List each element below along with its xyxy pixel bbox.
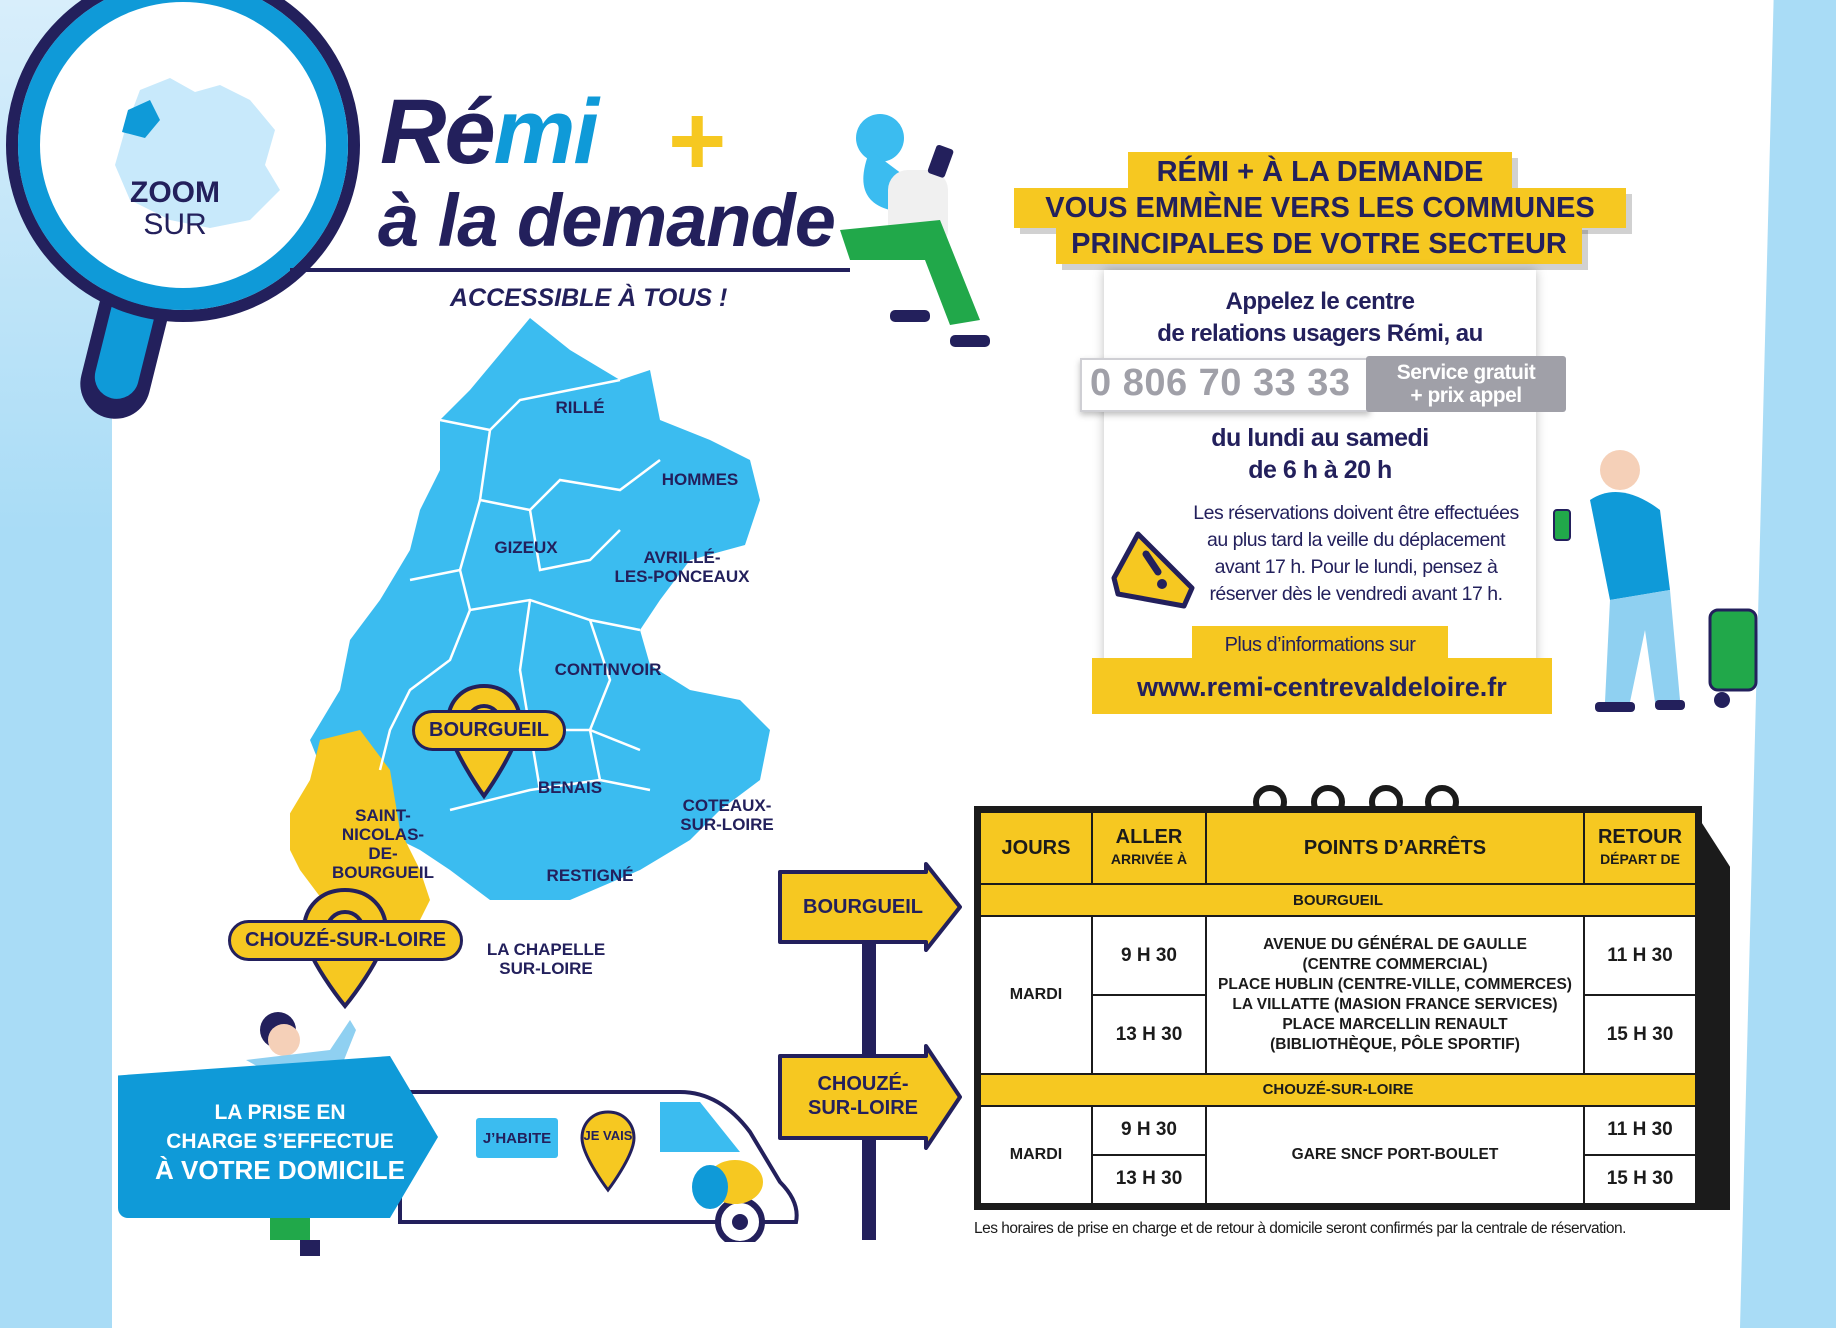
- town-gizeux: GIZEUX: [494, 538, 558, 557]
- retour-chouze-2: 15 H 30: [1584, 1155, 1696, 1204]
- zoom-subtitle: SUR: [143, 208, 207, 241]
- header-jours: JOURS: [980, 812, 1092, 884]
- aller-bourgueil-1: 9 H 30: [1092, 916, 1206, 995]
- reservation-text: [1186, 500, 1526, 608]
- pickup-banner-text: [130, 1098, 430, 1185]
- header-points: POINTS D’ARRÊTS: [1206, 812, 1584, 884]
- town-continvoir: CONTINVOIR: [554, 660, 662, 679]
- stop-line: (BIBLIOTHÈQUE, PÔLE SPORTIF): [1270, 1036, 1520, 1054]
- phone-tag: [1366, 356, 1566, 412]
- sign-bourgueil: BOURGUEIL: [803, 896, 923, 918]
- schedule-note: Les horaires de prise en charge et de retour à domicile seront confirmés par la centrale de réservation.: [974, 1220, 1626, 1237]
- stops-chouze: GARE SNCF PORT-BOULET: [1206, 1106, 1584, 1204]
- brand-underline: [290, 268, 850, 272]
- table-shadow: [1700, 820, 1730, 1210]
- website-link[interactable]: www.remi-centrevaldeloire.fr: [1137, 672, 1507, 702]
- brand-remi-b: mi: [493, 81, 597, 183]
- sign-chouze: [788, 1072, 938, 1120]
- town-restigne: RESTIGNÉ: [546, 866, 634, 885]
- stop-line: PLACE HUBLIN (CENTRE-VILLE, COMMERCES): [1218, 976, 1572, 994]
- town-coteaux: COTEAUX- SUR-LOIRE: [680, 796, 774, 834]
- call-line-1: Appelez le centre: [1225, 288, 1415, 315]
- brand-subtitle: à la demande: [378, 179, 835, 262]
- header-retour-label: RETOUR: [1597, 826, 1683, 849]
- resa-line-4: réserver dès le vendredi avant 17 h.: [1209, 583, 1503, 605]
- banner-line-3: À VOTRE DOMICILE: [155, 1155, 405, 1185]
- sign-chouze-line-2: SUR-LOIRE: [808, 1097, 918, 1119]
- stop-line: PLACE MARCELLIN RENAULT: [1282, 1016, 1508, 1034]
- phone-tag-line-1: Service gratuit: [1396, 361, 1536, 384]
- header-line-3: PRINCIPALES DE VOTRE SECTEUR: [1056, 224, 1582, 264]
- brand-plus: +: [668, 85, 727, 197]
- header-line-2: VOUS EMMÈNE VERS LES COMMUNES: [1014, 188, 1626, 228]
- day-bourgueil: MARDI: [980, 916, 1092, 1074]
- stop-line: (CENTRE COMMERCIAL): [1302, 956, 1488, 974]
- brand-remi: [380, 80, 597, 185]
- aller-chouze-2: 13 H 30: [1092, 1155, 1206, 1204]
- resa-line-3: avant 17 h. Pour le lundi, pensez à: [1214, 556, 1498, 578]
- resa-line-1: Les réservations doivent être effectuées: [1193, 502, 1519, 524]
- town-saint-nicolas: SAINT- NICOLAS- DE-BOURGUEIL: [332, 806, 434, 882]
- aller-bourgueil-2: 13 H 30: [1092, 995, 1206, 1074]
- town-hommes: HOMMES: [661, 470, 739, 489]
- schedule-table: [974, 806, 1702, 1210]
- header-retour: [1584, 812, 1696, 884]
- aller-chouze-1: 9 H 30: [1092, 1106, 1206, 1155]
- pin-bourgueil-label: BOURGUEIL: [412, 710, 566, 751]
- resa-line-2: au plus tard la veille du déplacement: [1206, 529, 1506, 551]
- header-line-1: RÉMI + À LA DEMANDE: [1128, 152, 1512, 192]
- old-man-suitcase-illustration: [1550, 440, 1770, 730]
- header-retour-sub: DÉPART DE: [1600, 851, 1680, 868]
- sign-chouze-line-1: CHOUZÉ-: [817, 1073, 909, 1095]
- town-la-chapelle: LA CHAPELLE SUR-LOIRE: [486, 940, 606, 978]
- hours-days: du lundi au samedi: [1211, 424, 1429, 452]
- section-bourgueil: BOURGUEIL: [980, 884, 1696, 916]
- stops-bourgueil: [1206, 916, 1584, 1074]
- call-text: [1104, 286, 1536, 350]
- header-aller: [1092, 812, 1206, 884]
- tagline: ACCESSIBLE À TOUS !: [450, 284, 728, 312]
- phone-number[interactable]: 0 806 70 33 33: [1090, 362, 1351, 404]
- header-aller-sub: ARRIVÉE À: [1110, 851, 1188, 868]
- retour-bourgueil-2: 15 H 30: [1584, 995, 1696, 1074]
- banner-line-1: LA PRISE EN: [214, 1101, 346, 1124]
- warning-icon: [1108, 528, 1198, 612]
- day-chouze: MARDI: [980, 1106, 1092, 1204]
- brand-remi-a: Ré: [380, 81, 494, 183]
- phone-tag-line-2: + prix appel: [1410, 384, 1522, 407]
- town-rille: RILLÉ: [555, 398, 605, 417]
- section-chouze: CHOUZÉ-SUR-LOIRE: [980, 1074, 1696, 1106]
- stop-line: LA VILLATTE (MASION FRANCE SERVICES): [1232, 996, 1558, 1014]
- town-avrille: AVRILLÉ- LES-PONCEAUX: [614, 548, 750, 586]
- town-benais: BENAIS: [537, 778, 603, 797]
- header-aller-label: ALLER: [1115, 826, 1183, 849]
- zoom-title: ZOOM: [130, 176, 220, 209]
- retour-chouze-1: 11 H 30: [1584, 1106, 1696, 1155]
- hours-time: de 6 h à 20 h: [1248, 456, 1392, 484]
- more-info-text: Plus d’informations sur: [1224, 634, 1416, 656]
- pin-chouze-label: CHOUZÉ-SUR-LOIRE: [228, 920, 463, 961]
- retour-bourgueil-1: 11 H 30: [1584, 916, 1696, 995]
- banner-line-2: CHARGE S’EFFECTUE: [166, 1130, 394, 1153]
- stop-line: AVENUE DU GÉNÉRAL DE GAULLE: [1263, 936, 1527, 954]
- badge-je-vais: JE VAIS: [583, 1128, 633, 1143]
- badge-habite: J’HABITE: [476, 1118, 558, 1158]
- call-line-2: de relations usagers Rémi, au: [1157, 320, 1483, 347]
